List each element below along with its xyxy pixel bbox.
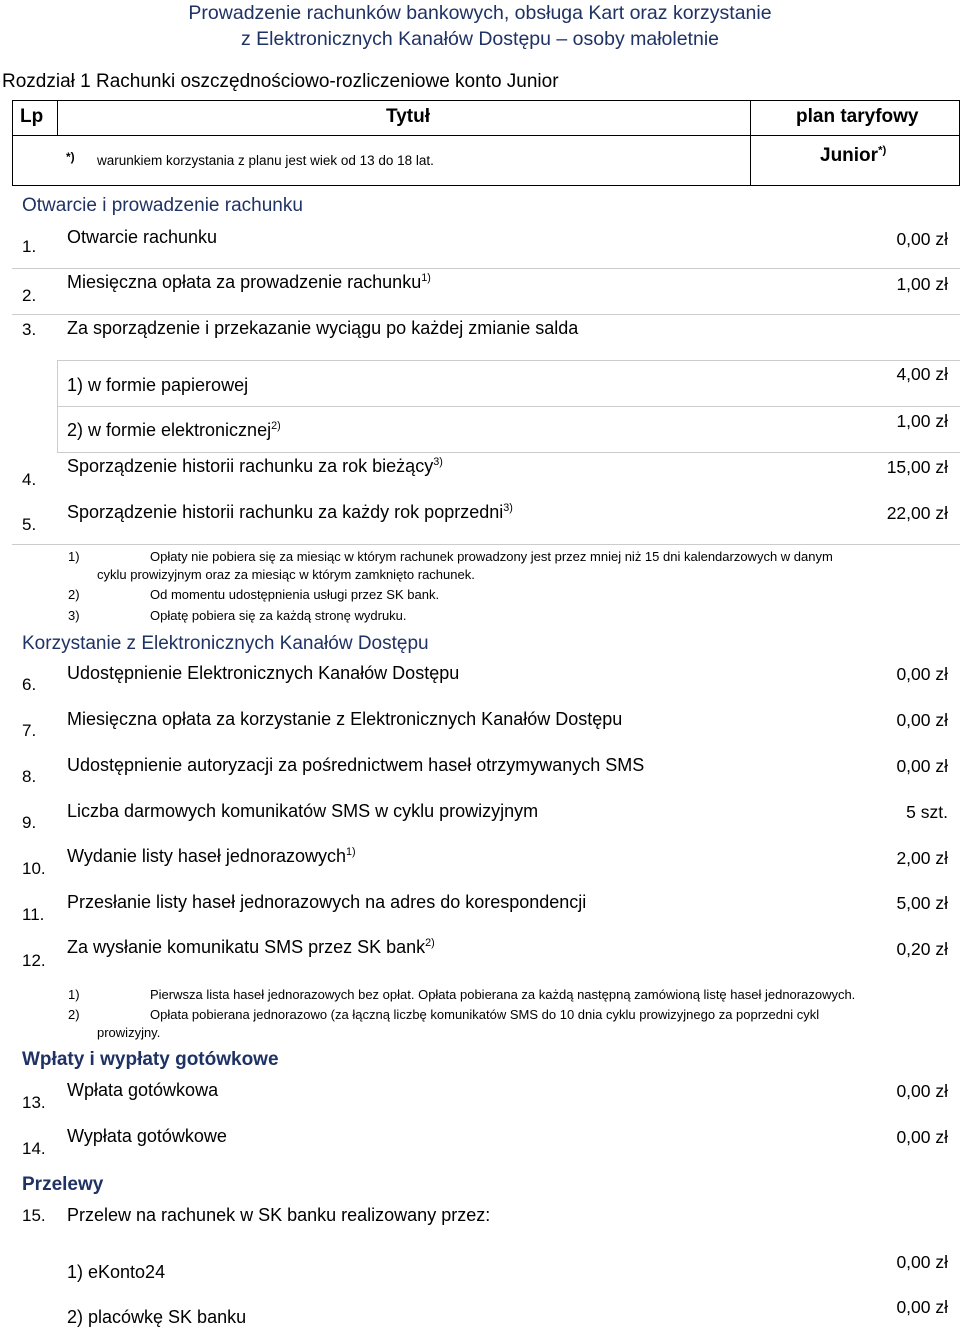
note-1-line-2: cyklu prowizyjnym oraz za miesiąc w którym zamknięto rachunek. xyxy=(97,567,475,582)
row-3b-description: 2) w formie elektronicznej$^{2)}$ xyxy=(67,420,281,440)
row-6-number: 6. xyxy=(22,675,37,694)
row-9-price: 5 szt. xyxy=(906,802,948,822)
row-7-description: Miesięczna opłata za korzystanie z Elektronicznych Kanałów Dostępu xyxy=(67,709,623,729)
row-3-description: Za sporządzenie i przekazanie wyciągu po każdej zmianie salda xyxy=(67,318,579,338)
note-e1-mark: 1) xyxy=(68,987,80,1002)
header-lp: Lp xyxy=(20,106,44,127)
row-5-number: 5. xyxy=(22,515,37,534)
row-5-description: Sporządzenie historii rachunku za każdy rok poprzedni$^{3)}$ xyxy=(67,502,513,522)
row-2-price: 1,00 zł xyxy=(896,274,948,294)
row-12-price: 0,20 zł xyxy=(896,939,948,959)
chapter-heading: Rozdział 1 Rachunki oszczędnościowo-rozliczeniowe konto Junior xyxy=(2,71,559,92)
section-transfers-heading: Przelewy xyxy=(22,1174,104,1195)
note-3-mark: 3) xyxy=(68,608,80,623)
row-6-description: Udostępnienie Elektronicznych Kanałów Dostępu xyxy=(67,663,460,683)
note-e1-text: Pierwsza lista haseł jednorazowych bez opłat. Opłata pobierana za każdą następną zamówioną listę haseł jednorazowych. xyxy=(150,987,856,1002)
row-8-number: 8. xyxy=(22,767,37,786)
row-10-number: 10. xyxy=(22,859,46,878)
row-10-description: Wydanie listy haseł jednorazowych$^{1)}$ xyxy=(67,846,356,866)
table-border-left xyxy=(12,100,13,185)
header-plan: plan taryfowy xyxy=(796,106,919,127)
row-9-description: Liczba darmowych komunikatów SMS w cyklu prowizyjnym xyxy=(67,801,539,821)
row-2-description: Miesięczna opłata za prowadzenie rachunku$^{1)}$ xyxy=(67,272,431,292)
row-11-description: Przesłanie listy haseł jednorazowych na adres do korespondencji xyxy=(67,892,587,912)
row-15b-description: 2) placówkę SK banku xyxy=(67,1307,247,1327)
row-12-description: Za wysłanie komunikatu SMS przez SK bank$^{2)}$ xyxy=(67,937,435,957)
note-1-line-1: Opłaty nie pobiera się za miesiąc w którym rachunek prowadzony jest przez mniej niż 15 dni kalendarzowych w danym xyxy=(150,549,833,564)
row-2-number: 2. xyxy=(22,286,37,305)
section-account-heading: Otwarcie i prowadzenie rachunku xyxy=(22,195,303,216)
note-e2-line-2: prowizyjny. xyxy=(97,1025,161,1040)
plan-condition: warunkiem korzystania z planu jest wiek od 13 do 18 lat. xyxy=(97,153,434,168)
row-separator xyxy=(12,544,960,545)
row-9-number: 9. xyxy=(22,813,37,832)
row-15b-price: 0,00 zł xyxy=(896,1297,948,1317)
row-7-number: 7. xyxy=(22,721,37,740)
row-3a-price: 4,00 zł xyxy=(896,364,948,384)
row-8-description: Udostępnienie autoryzacji za pośrednictwem haseł otrzymywanych SMS xyxy=(67,755,645,775)
page-title-line-2: z Elektronicznych Kanałów Dostępu – osoby małoletnie xyxy=(240,28,719,50)
page-title-line-1: Prowadzenie rachunków bankowych, obsługa Kart oraz korzystanie xyxy=(188,2,772,24)
row-6-price: 0,00 zł xyxy=(896,664,948,684)
row-11-price: 5,00 zł xyxy=(896,893,948,913)
row-8-price: 0,00 zł xyxy=(896,756,948,776)
row-1-description: Otwarcie rachunku xyxy=(67,227,218,247)
row-1-price: 0,00 zł xyxy=(896,229,948,249)
row-11-number: 11. xyxy=(22,905,45,924)
row-4-number: 4. xyxy=(22,470,37,489)
table-border-top xyxy=(12,100,960,101)
row-7-price: 0,00 zł xyxy=(896,710,948,730)
row-13-price: 0,00 zł xyxy=(896,1081,948,1101)
section-cash-heading: Wpłaty i wypłaty gotówkowe xyxy=(22,1049,279,1070)
table-header-bottom xyxy=(12,185,960,186)
row-separator xyxy=(12,314,960,315)
note-e2-line-1: Opłata pobierana jednorazowo (za łączną liczbę komunikatów SMS do 10 dnia cyklu prowizyjnego za poprzedni cykl xyxy=(150,1007,820,1022)
row-3-number: 3. xyxy=(22,320,37,339)
row-5-price: 22,00 zł xyxy=(886,503,948,523)
row-3b-price: 1,00 zł xyxy=(896,411,948,431)
table-header-divider xyxy=(12,135,960,136)
section-electronic-heading: Korzystanie z Elektronicznych Kanałów Dostępu xyxy=(22,633,429,654)
col-divider-lp xyxy=(57,100,58,135)
row-15a-price: 0,00 zł xyxy=(896,1252,948,1272)
row-separator xyxy=(57,360,960,361)
plan-name: Junior*) xyxy=(820,144,887,166)
row-3a-description: 1) w formie papierowej xyxy=(67,375,249,395)
note-2-text: Od momentu udostępnienia usługi przez SK bank. xyxy=(150,587,440,602)
row-15-number: 15. xyxy=(22,1206,46,1225)
note-1-mark: 1) xyxy=(68,549,80,564)
col-divider-plan xyxy=(750,100,751,185)
note-e2-mark: 2) xyxy=(68,1007,80,1022)
row-12-number: 12. xyxy=(22,951,46,970)
row-separator xyxy=(57,406,960,407)
row-15a-description: 1) eKonto24 xyxy=(67,1262,166,1282)
row-4-price: 15,00 zł xyxy=(886,457,948,477)
row-13-description: Wpłata gotówkowa xyxy=(67,1080,219,1100)
row-14-description: Wypłata gotówkowe xyxy=(67,1126,227,1146)
row-4-description: Sporządzenie historii rachunku za rok bieżący$^{3)}$ xyxy=(67,456,443,476)
row-separator xyxy=(57,360,58,452)
row-14-price: 0,00 zł xyxy=(896,1127,948,1147)
header-title: Tytuł xyxy=(386,106,430,127)
row-separator xyxy=(57,452,960,453)
row-13-number: 13. xyxy=(22,1093,46,1112)
row-separator xyxy=(12,268,960,269)
row-15-description: Przelew na rachunek w SK banku realizowany przez: xyxy=(67,1205,491,1225)
note-2-mark: 2) xyxy=(68,587,80,602)
row-10-price: 2,00 zł xyxy=(896,848,948,868)
note-3-text: Opłatę pobiera się za każdą stronę wydruku. xyxy=(150,608,407,623)
row-14-number: 14. xyxy=(22,1139,46,1158)
row-1-number: 1. xyxy=(22,237,37,256)
asterisk-mark: *) xyxy=(66,150,75,164)
